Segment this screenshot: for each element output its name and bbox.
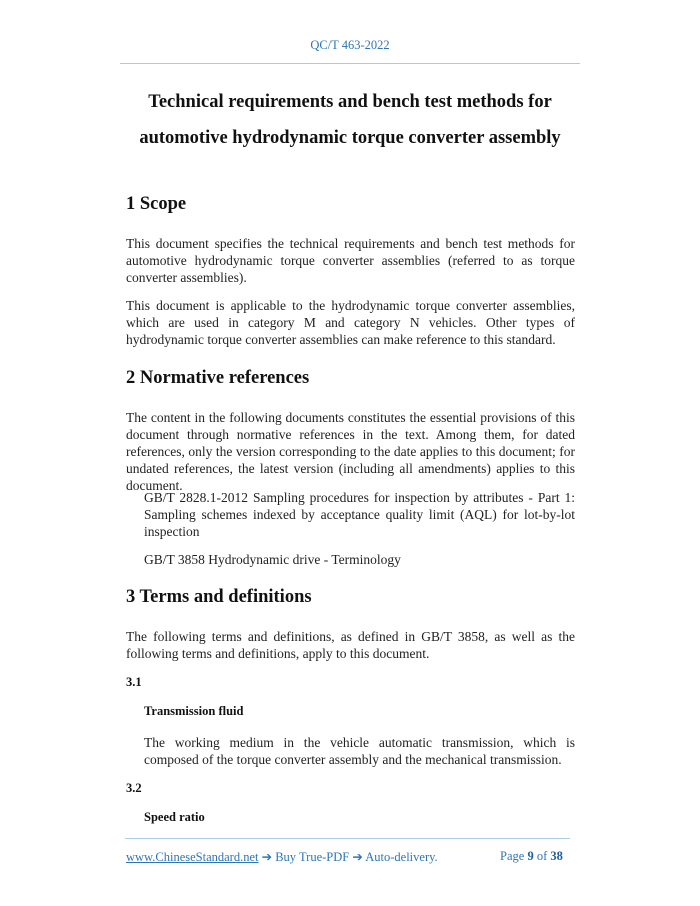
section-scope	[126, 194, 575, 215]
reference-item: GB/T 2828.1-2012 Sampling procedures for inspection by attributes - Part 1: Sampling schemes indexed by acceptance quality limit (AQL) for lot-by-lot inspection	[144, 490, 575, 539]
term-number: 3.2	[126, 781, 142, 795]
term-definition: The working medium in the vehicle automatic transmission, which is composed of the torque converter assembly and the mechanical transmission.	[144, 735, 575, 767]
term-number: 3.1	[126, 675, 142, 689]
total-pages: 38	[550, 849, 563, 863]
normative-paragraph: The content in the following documents constitutes the essential provisions of this document through normative references in the text. Among them, for dated references, only the version corresponding to the date applies to this document; for undated references, the latest version (including all amendments) applies to this document.	[126, 410, 575, 493]
title-line-1: Technical requirements and bench test methods for	[148, 92, 552, 112]
document-title	[100, 84, 600, 156]
running-header: QC/T 463-2022	[310, 38, 390, 52]
scope-paragraph-1: This document specifies the technical requirements and bench test methods for automotive hydrodynamic torque converter assemblies (referred to as torque converter assemblies).	[126, 236, 575, 285]
terms-paragraph: The following terms and definitions, as defined in GB/T 3858, as well as the following terms and definitions, apply to this document.	[126, 629, 575, 661]
reference-item: GB/T 3858 Hydrodynamic drive - Terminology	[144, 552, 401, 567]
footer-divider	[125, 838, 570, 839]
page-number	[500, 849, 563, 864]
section-heading-normative: 2 Normative references	[126, 368, 310, 388]
section-heading-terms: 3 Terms and definitions	[126, 587, 312, 607]
section-normative	[126, 368, 575, 389]
term-name: Transmission fluid	[144, 704, 244, 718]
website-link[interactable]: www.ChineseStandard.net	[126, 850, 259, 864]
auto-delivery-text: ➔ Auto-delivery.	[352, 850, 438, 864]
footer-promo	[126, 849, 438, 865]
header-divider	[120, 63, 580, 64]
current-page: 9	[527, 849, 534, 863]
scope-paragraph-2: This document is applicable to the hydrodynamic torque converter assemblies, which are used in category M and category N vehicles. Other types of hydrodynamic torque converter assemblies can make reference to this standard.	[126, 298, 575, 347]
term-name: Speed ratio	[144, 810, 205, 824]
buy-pdf-text: ➔ Buy True-PDF	[258, 850, 353, 864]
page-label: Page	[500, 849, 528, 863]
section-terms	[126, 587, 575, 608]
section-heading-scope: 1 Scope	[126, 194, 187, 214]
title-line-2: automotive hydrodynamic torque converter assembly	[139, 128, 561, 148]
page-of: of	[533, 849, 551, 863]
